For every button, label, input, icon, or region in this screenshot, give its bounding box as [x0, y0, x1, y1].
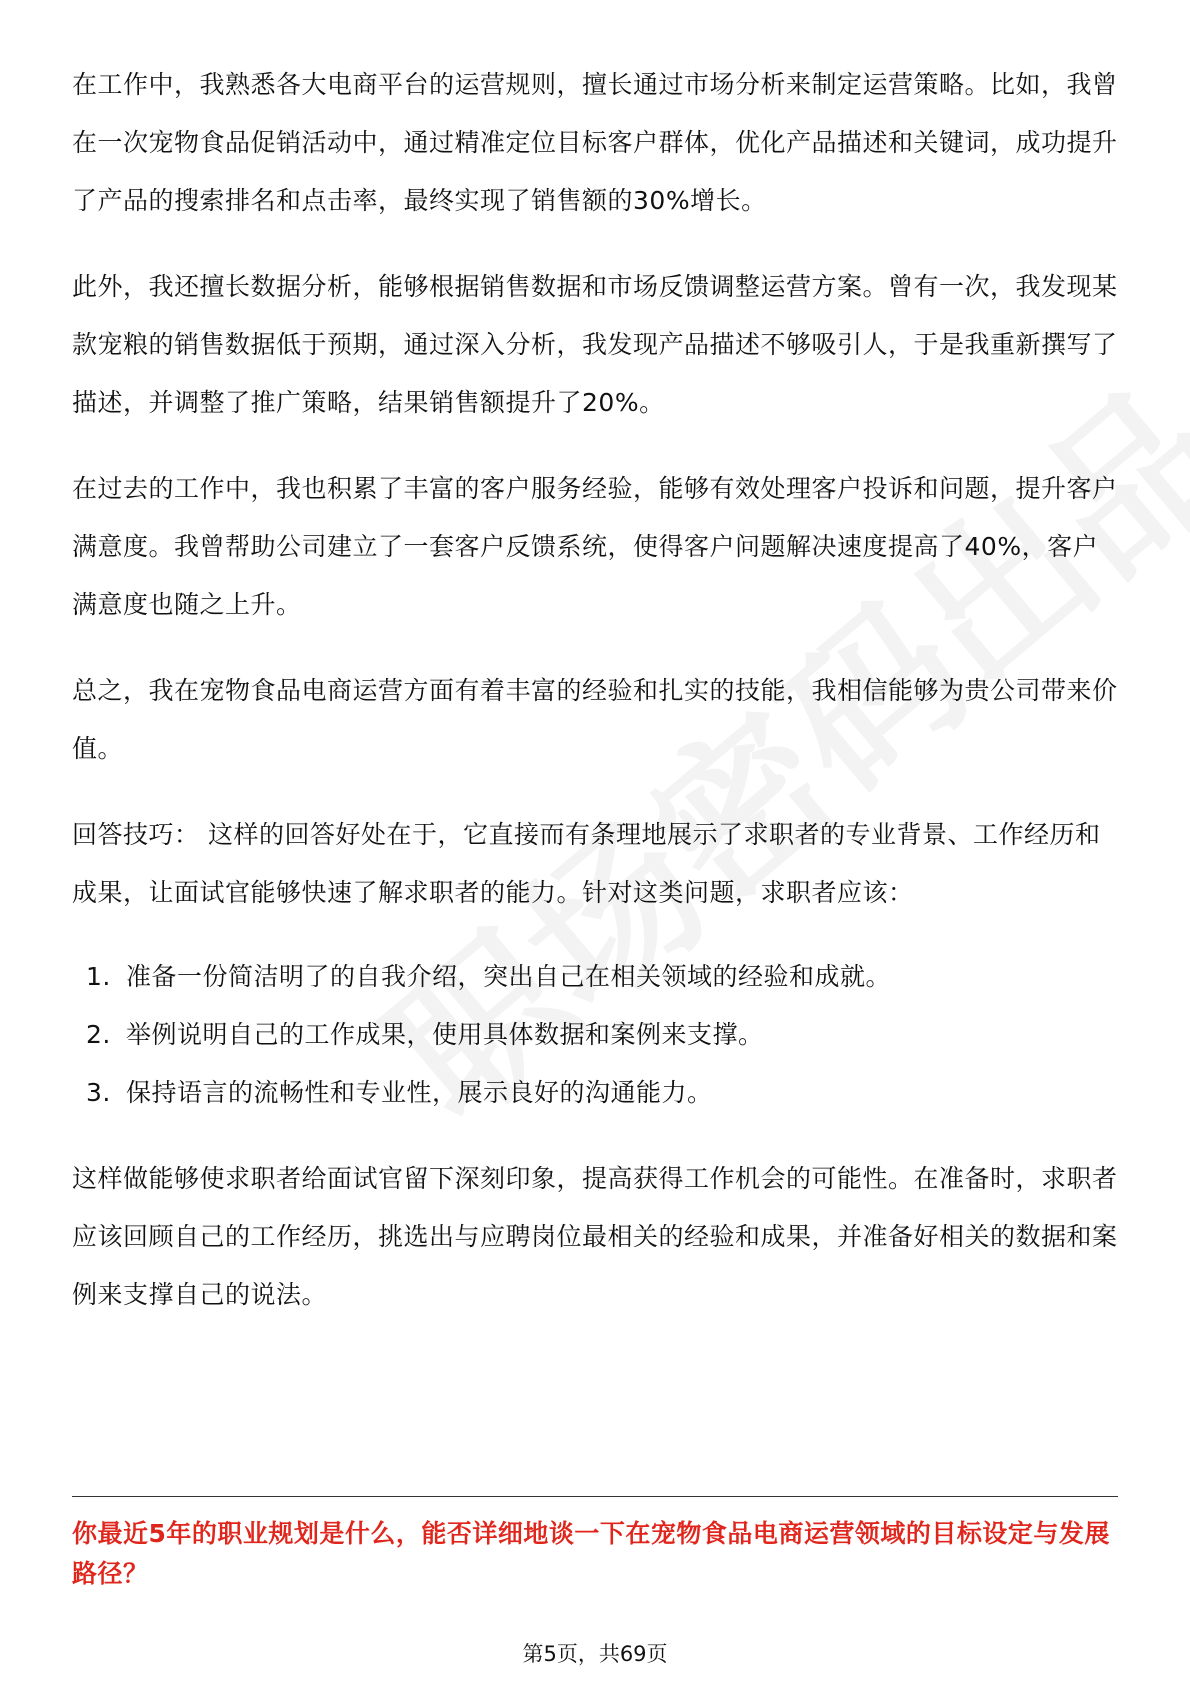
list-item: [72, 1006, 1118, 1064]
document-body: [72, 56, 1118, 1352]
list-item-number: 3.: [86, 1078, 111, 1107]
list-item-text: 保持语言的流畅性和专业性，展示良好的沟通能力。: [126, 1078, 713, 1107]
page-number: 第5页，共69页: [522, 1642, 668, 1666]
next-question-heading: 你最近5年的职业规划是什么，能否详细地谈一下在宠物食品电商运营领域的目标设定与发展路径？: [72, 1519, 1110, 1588]
paragraph-customer-service: 在过去的工作中，我也积累了丰富的客户服务经验，能够有效处理客户投诉和问题，提升客户满意度。我曾帮助公司建立了一套客户反馈系统，使得客户问题解决速度提高了40%，客户满意度也随之上升。: [72, 474, 1118, 619]
paragraph-closing: 这样做能够使求职者给面试官留下深刻印象，提高获得工作机会的可能性。在准备时，求职者应该回顾自己的工作经历，挑选出与应聘岗位最相关的经验和成果，并准备好相关的数据和案例来支撑自己的说法。: [72, 1164, 1118, 1309]
list-item: [72, 948, 1118, 1006]
paragraph-answer-tips: 回答技巧： 这样的回答好处在于，它直接而有条理地展示了求职者的专业背景、工作经历和成果，让面试官能够快速了解求职者的能力。针对这类问题，求职者应该：: [72, 820, 1101, 907]
paragraph-work-experience: 在工作中，我熟悉各大电商平台的运营规则，擅长通过市场分析来制定运营策略。比如，我曾在一次宠物食品促销活动中，通过精准定位目标客户群体，优化产品描述和关键词，成功提升了产品的搜索排名和点击率，最终实现了销售额的30%增长。: [72, 70, 1118, 215]
tips-list: [72, 948, 1118, 1122]
paragraph-data-analysis: 此外，我还擅长数据分析，能够根据销售数据和市场反馈调整运营方案。曾有一次，我发现某款宠粮的销售数据低于预期，通过深入分析，我发现产品描述不够吸引人，于是我重新撰写了描述，并调整了推广策略，结果销售额提升了20%。: [72, 272, 1118, 417]
section-divider: [72, 1496, 1118, 1497]
list-item: [72, 1064, 1118, 1122]
list-item-text: 举例说明自己的工作成果，使用具体数据和案例来支撑。: [126, 1020, 764, 1049]
list-item-text: 准备一份简洁明了的自我介绍，突出自己在相关领域的经验和成就。: [126, 962, 892, 991]
list-item-number: 1.: [86, 962, 111, 991]
paragraph-summary: 总之，我在宠物食品电商运营方面有着丰富的经验和扎实的技能，我相信能够为贵公司带来价值。: [72, 676, 1118, 763]
list-item-number: 2.: [86, 1020, 111, 1049]
